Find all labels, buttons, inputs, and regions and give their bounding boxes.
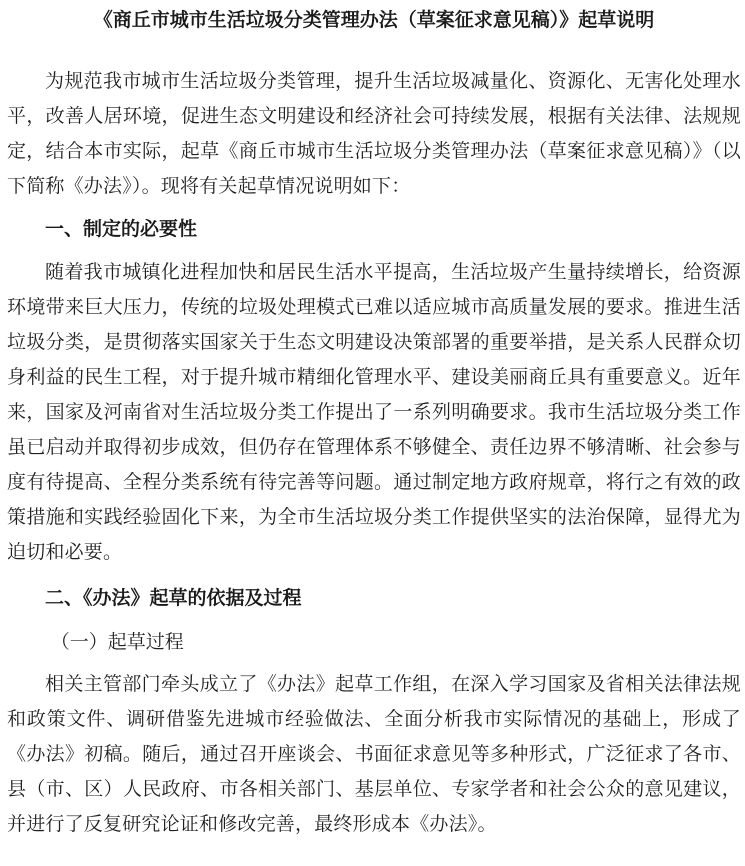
intro-paragraph: 为规范我市城市生活垃圾分类管理，提升生活垃圾减量化、资源化、无害化处理水平，改善人居环境，促进生态文明建设和经济社会可持续发展，根据有关法律、法规规定，结合本市实际，起草《商丘市城市生活垃圾分类管理办法（草案征求意见稿）》（以下简称《办法》）。现将有关起草情况说明如下： <box>7 70 741 197</box>
necessity-paragraph: 随着我市城镇化进程加快和居民生活水平提高，生活垃圾产生量持续增长，给资源环境带来巨大压力，传统的垃圾处理模式已难以适应城市高质量发展的要求。推进生活垃圾分类，是贯彻落实国家关于生态文明建设决策部署的重要举措，是关系人民群众切身利益的民生工程，对于提升城市精细化管理水平、建设美丽商丘具有重要意义。近年来，国家及河南省对生活垃圾分类工作提出了一系列明确要求。我市生活垃圾分类工作虽已启动并取得初步成效，但仍存在管理体系不够健全、责任边界不够清晰、社会参与度有待提高、全程分类系统有待完善等问题。通过制定地方政府规章，将行之有效的政策措施和实践经验固化下来，为全市生活垃圾分类工作提供坚实的法治保障，显得尤为迫切和必要。 <box>7 261 741 563</box>
document-title: 《商丘市城市生活垃圾分类管理办法（草案征求意见稿）》起草说明 <box>93 9 655 31</box>
drafting-process-paragraph: 相关主管部门牵头成立了《办法》起草工作组，在深入学习国家及省相关法律法规和政策文件、调研借鉴先进城市经验做法、全面分析我市实际情况的基础上，形成了《办法》初稿。随后，通过召开座谈会、书面征求意见等多种形式，广泛征求了各市、县（市、区）人民政府、市各相关部门、基层单位、专家学者和社会公众的意见建议，并进行了反复研究论证和修改完善，最终形成本《办法》。 <box>7 673 741 835</box>
subheading-drafting-process: （一）起草过程 <box>50 631 184 653</box>
section-heading-necessity: 一、制定的必要性 <box>45 218 198 240</box>
section-heading-basis-process: 二、《办法》起草的依据及过程 <box>45 587 302 609</box>
